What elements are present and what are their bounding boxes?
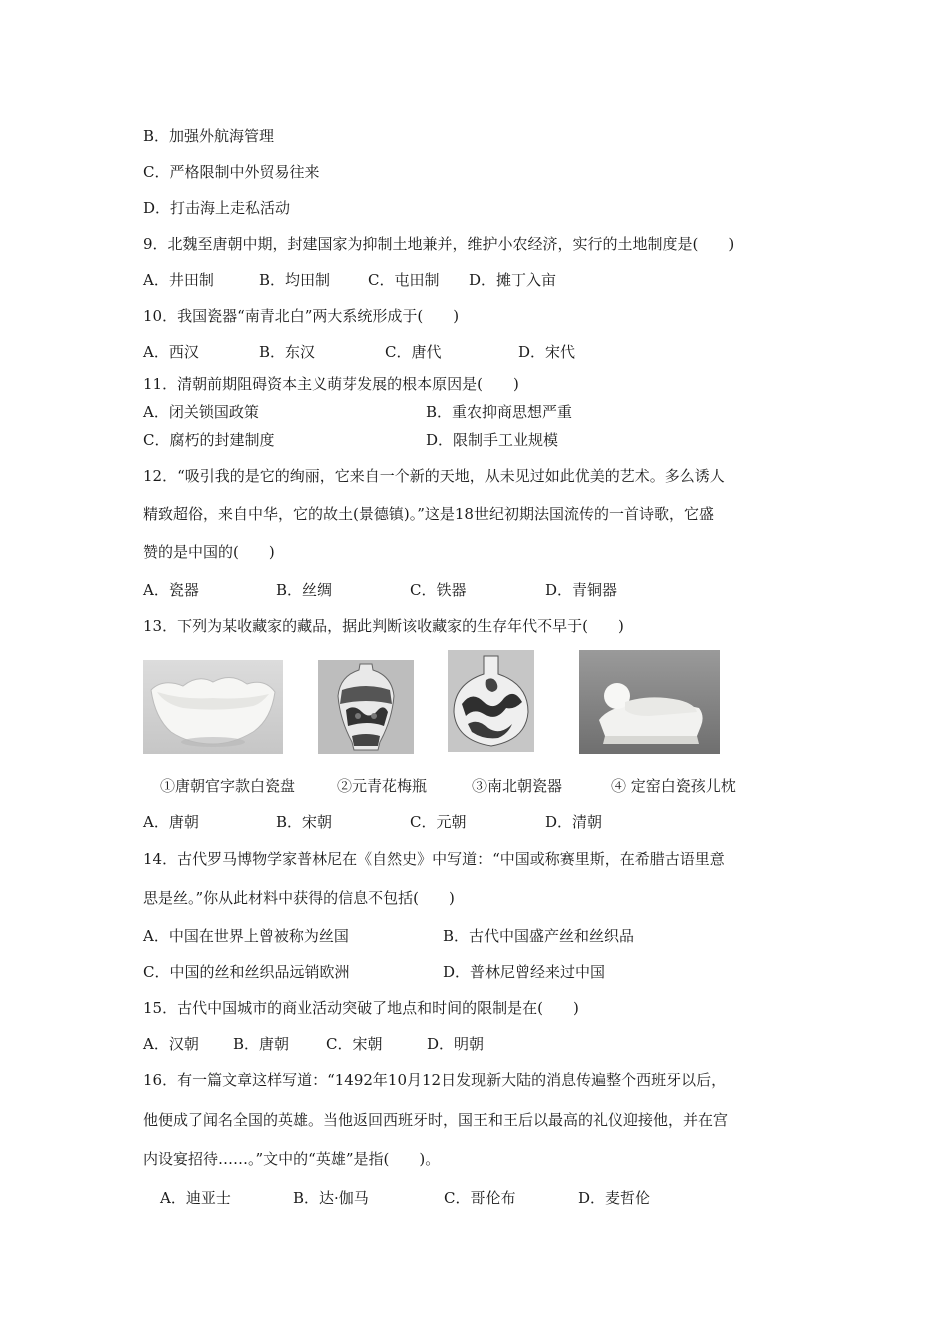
question-12-option-d: D．青铜器 [545,581,618,599]
question-15-option-c: C．宋朝 [326,1035,383,1053]
question-9-option-d: D．摊丁入亩 [469,271,557,289]
caption-3: ③南北朝瓷器 [472,777,563,795]
question-14-option-b: B．古代中国盛产丝和丝织品 [443,927,635,945]
question-16-option-d: D．麦哲伦 [578,1189,651,1207]
question-15-option-a: A．汉朝 [143,1035,199,1053]
question-9-option-a: A．井田制 [143,271,214,289]
question-10-option-b: B．东汉 [259,343,316,361]
question-9-stem: 9．北魏至唐朝中期，封建国家为抑制土地兼并，维护小农经济，实行的土地制度是( ) [143,235,735,253]
option-b: B．加强外航海管理 [143,127,275,145]
question-11-option-b: B．重农抑商思想严重 [426,403,573,421]
question-13-stem: 13．下列为某收藏家的藏品，据此判断该收藏家的生存年代不早于( ) [143,617,624,635]
question-12-option-c: C．铁器 [410,581,467,599]
question-11-option-a: A．闭关锁国政策 [143,403,259,421]
option-c: C．严格限制中外贸易往来 [143,163,320,181]
question-14-option-c: C．中国的丝和丝织品远销欧洲 [143,963,350,981]
option-d: D．打击海上走私活动 [143,199,291,217]
question-13-option-a: A．唐朝 [143,813,199,831]
blue-white-vase-image [318,660,414,754]
caption-2: ②元青花梅瓶 [337,777,428,795]
question-12-option-a: A．瓷器 [143,581,199,599]
question-15-stem: 15．古代中国城市的商业活动突破了地点和时间的限制是在( ) [143,999,579,1017]
question-15-option-b: B．唐朝 [233,1035,290,1053]
question-15-option-d: D．明朝 [427,1035,485,1053]
question-16-option-a: A．迪亚士 [160,1189,231,1207]
question-12-option-b: B．丝绸 [276,581,333,599]
child-pillow-image [579,650,720,754]
caption-1: ①唐朝官字款白瓷盘 [160,777,296,795]
question-13-option-d: D．清朝 [545,813,603,831]
question-10-stem: 10．我国瓷器“南青北白”两大系统形成于( ) [143,307,460,325]
question-16-option-c: C．哥伦布 [444,1189,516,1207]
question-14-line-1: 14．古代罗马博物学家普林尼在《自然史》中写道：“中国或称赛里斯，在希腊古语里意 [143,850,725,868]
white-porcelain-plate-image [143,660,283,754]
dragon-porcelain-jar-image [448,650,534,752]
question-14-line-2: 思是丝。”你从此材料中获得的信息不包括( ) [143,889,455,907]
question-16-line-2: 他便成了闻名全国的英雄。当他返回西班牙时，国王和王后以最高的礼仪迎接他，并在宫 [143,1111,729,1129]
question-12-line-3: 赞的是中国的( ) [143,543,275,561]
question-12-line-2: 精致超俗，来自中华，它的故土(景德镇)。”这是18世纪初期法国流传的一首诗歌，它盛 [143,505,714,523]
question-14-option-d: D．普林尼曾经来过中国 [443,963,606,981]
question-11-option-c: C．腐朽的封建制度 [143,431,275,449]
question-10-option-c: C．唐代 [385,343,442,361]
question-11-stem: 11．清朝前期阻碍资本主义萌芽发展的根本原因是( ) [143,375,519,393]
question-9-option-b: B．均田制 [259,271,331,289]
question-13-option-b: B．宋朝 [276,813,333,831]
question-16-line-3: 内设宴招待……。”文中的“英雄”是指( )。 [143,1150,441,1168]
question-9-option-c: C．屯田制 [368,271,440,289]
question-14-option-a: A．中国在世界上曾被称为丝国 [143,927,349,945]
question-13-option-c: C．元朝 [410,813,467,831]
question-10-option-d: D．宋代 [518,343,576,361]
question-16-line-1: 16．有一篇文章这样写道：“1492年10月12日发现新大陆的消息传遍整个西班牙以后， [143,1071,727,1089]
question-11-option-d: D．限制手工业规模 [426,431,559,449]
caption-4: ④ 定窑白瓷孩儿枕 [611,777,736,795]
question-16-option-b: B．达·伽马 [293,1189,369,1207]
question-10-option-a: A．西汉 [143,343,199,361]
question-12-line-1: 12．“吸引我的是它的绚丽，它来自一个新的天地，从未见过如此优美的艺术。多么诱人 [143,467,725,485]
